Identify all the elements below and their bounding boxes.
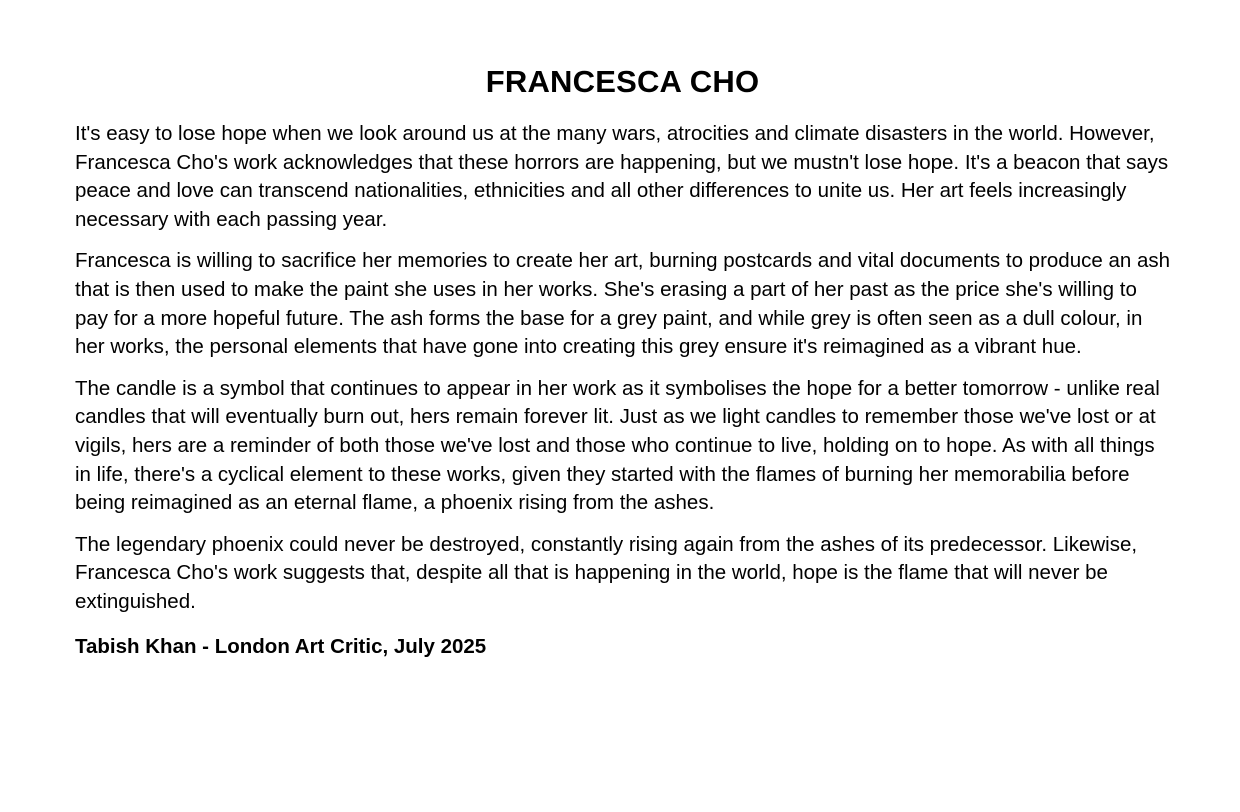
- document-title: FRANCESCA CHO: [485, 64, 760, 99]
- paragraph-2: Francesca is willing to sacrifice her memories to create her art, burning postcards and vital documents to produce an ash that is then used to make the paint she uses in her works. She's erasing a part of her past as the price she's willing to pay for a more hopeful future. The ash forms the base for a grey paint, and while grey is often seen as a dull colour, in her works, the personal elements that have gone into creating this grey ensure it's reimagined as a vibrant hue.: [75, 249, 1170, 359]
- author-byline: Tabish Khan - London Art Critic, July 2025: [75, 634, 487, 658]
- document-page: [75, 62, 1170, 661]
- paragraph-1: It's easy to lose hope when we look around us at the many wars, atrocities and climate disasters in the world. However, Francesca Cho's work acknowledges that these horrors are happening, but we mustn't lose hope. It's a beacon that says peace and love can transcend nationalities, ethnicities and all other differences to unite us. Her art feels increasingly necessary with each passing year.: [75, 122, 1169, 231]
- paragraph-3: The candle is a symbol that continues to appear in her work as it symbolises the hope for a better tomorrow - unlike real candles that will eventually burn out, hers remain forever lit. Just as we light candles to remember those we've lost or at vigils, hers are a reminder of both those we've lost and those who continue to live, holding on to hope. As with all things in life, there's a cyclical element to these works, given they started with the flames of burning her memorabilia before being reimagined as an eternal flame, a phoenix rising from the ashes.: [75, 376, 1160, 515]
- paragraph-4: The legendary phoenix could never be destroyed, constantly rising again from the ashes of its predecessor. Likewise, Francesca Cho's work suggests that, despite all that is happening in the world, hope is the flame that will never be extinguished.: [75, 532, 1138, 613]
